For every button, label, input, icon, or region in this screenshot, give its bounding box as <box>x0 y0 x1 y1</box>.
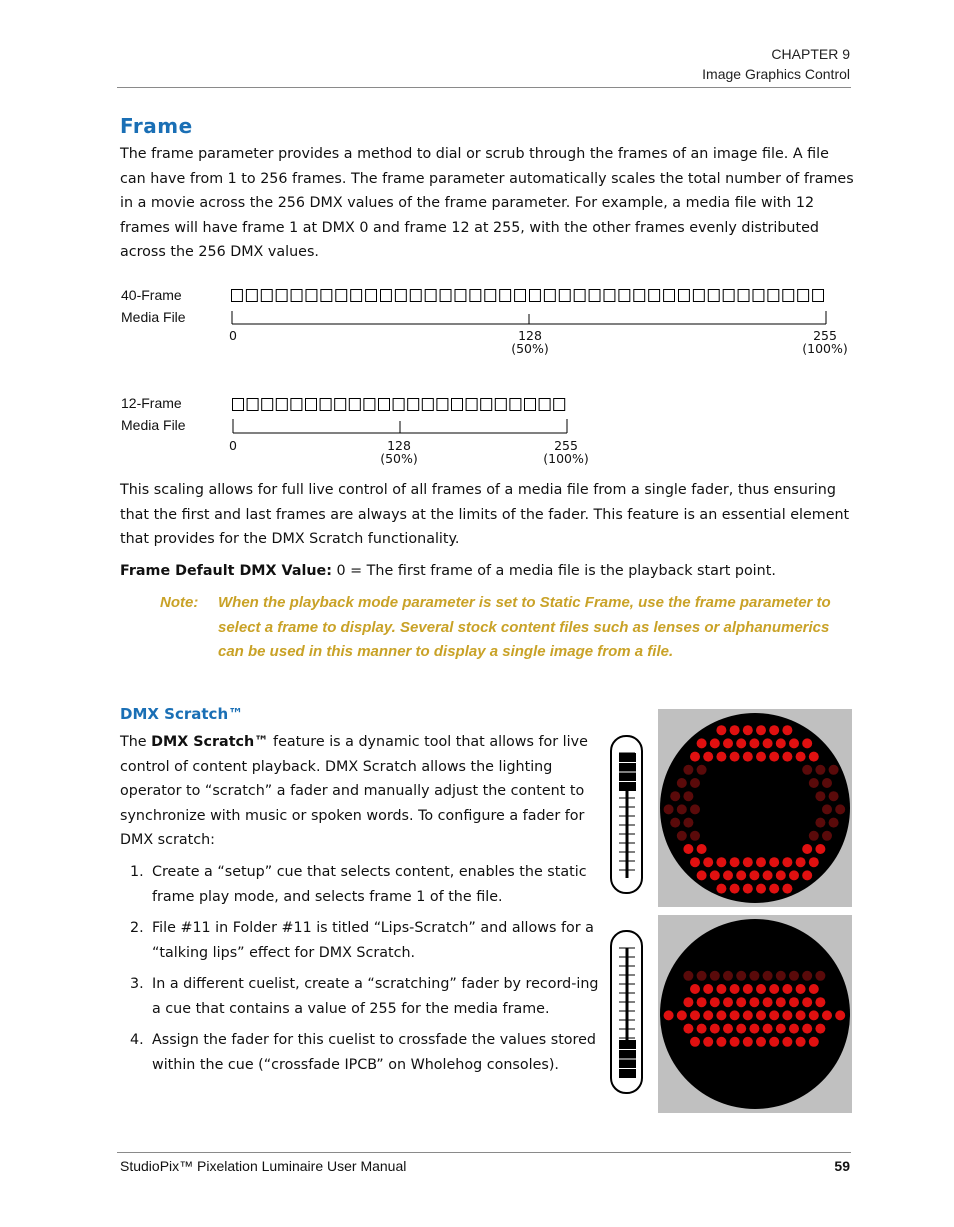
step-text: File #11 in Folder #11 is titled “Lips-Scratch” and allows for a “talking lips” effect for DMX Scratch. <box>152 920 594 961</box>
led-dot <box>730 725 740 735</box>
frame-cell <box>351 290 362 302</box>
led-dot <box>690 778 700 788</box>
frame-cell <box>544 290 555 302</box>
diagram12-tick-0: 0 <box>229 438 237 453</box>
frame-cell <box>768 290 779 302</box>
led-dot <box>716 752 726 762</box>
frame-cell <box>574 290 585 302</box>
led-dot <box>730 1010 740 1020</box>
led-dot <box>743 1037 753 1047</box>
led-dot <box>743 884 753 894</box>
frame-cell <box>291 290 302 302</box>
led-dot <box>776 997 786 1007</box>
frame-cell <box>481 399 492 411</box>
led-dot <box>815 765 825 775</box>
frame-cell <box>525 399 536 411</box>
led-dot <box>723 1024 733 1034</box>
led-dot <box>789 1024 799 1034</box>
frame-cell <box>321 290 332 302</box>
frame-cell <box>291 399 302 411</box>
led-dot <box>822 804 832 814</box>
led-dot <box>809 1010 819 1020</box>
led-dot <box>749 1024 759 1034</box>
led-dot <box>809 1037 819 1047</box>
led-dot <box>796 1037 806 1047</box>
frame-cells-12 <box>233 399 565 411</box>
led-dot <box>802 997 812 1007</box>
note-label: Note: <box>160 594 199 611</box>
led-dot <box>683 765 693 775</box>
led-dot <box>683 1024 693 1034</box>
frame-cell <box>753 290 764 302</box>
frame-cell <box>393 399 404 411</box>
led-dot <box>743 1010 753 1020</box>
led-dot <box>782 984 792 994</box>
footer-page-number: 59 <box>834 1158 850 1174</box>
frame-cell <box>495 399 506 411</box>
frame-cell <box>306 399 317 411</box>
led-dot <box>749 870 759 880</box>
led-dot <box>809 984 819 994</box>
frame-cell <box>364 399 375 411</box>
led-dot <box>716 857 726 867</box>
led-dot <box>789 971 799 981</box>
led-dot <box>736 738 746 748</box>
scaling-paragraph: This scaling allows for full live control of all frames of a media file from a single fader, thus ensuring that the first and last frames are always at the limits of the fader. This feature is an essential element that provides for the DMX Scratch functionality. <box>120 482 850 547</box>
frame-cell <box>723 290 734 302</box>
fader-knob <box>619 1040 636 1078</box>
led-dot <box>756 984 766 994</box>
led-dot <box>730 884 740 894</box>
frame-cell <box>262 399 273 411</box>
led-dot <box>763 738 773 748</box>
led-dot <box>683 818 693 828</box>
led-dot <box>723 738 733 748</box>
frame-cell <box>335 399 346 411</box>
frame-cell <box>233 399 244 411</box>
led-dot <box>782 884 792 894</box>
led-dot <box>769 1037 779 1047</box>
frame-cell <box>410 290 421 302</box>
led-dot <box>789 997 799 1007</box>
led-dot <box>756 857 766 867</box>
led-dot <box>703 1037 713 1047</box>
led-dot <box>756 1037 766 1047</box>
led-dot <box>703 857 713 867</box>
frame-cell <box>559 290 570 302</box>
diagram12-label: 12-Frame Media File <box>121 395 186 433</box>
note-text: When the playback mode parameter is set to Static Frame, use the frame parameter to select a frame to display. Several stock content files such as lenses or alphanumerics can be used in this manner to display a single image from a file. <box>218 594 831 660</box>
frame-cell <box>619 290 630 302</box>
led-dot <box>710 997 720 1007</box>
led-dot <box>802 765 812 775</box>
led-dot <box>716 725 726 735</box>
led-dot <box>822 778 832 788</box>
frame-cell <box>276 399 287 411</box>
led-dot <box>683 971 693 981</box>
led-dot <box>776 870 786 880</box>
led-dot <box>697 1024 707 1034</box>
led-dot <box>789 738 799 748</box>
step-number: 4. <box>130 1032 144 1048</box>
frame-cell <box>422 399 433 411</box>
led-dot <box>769 752 779 762</box>
led-dot <box>802 971 812 981</box>
led-dot <box>690 1037 700 1047</box>
led-dot <box>829 765 839 775</box>
step-number: 3. <box>130 976 144 992</box>
led-dot <box>730 984 740 994</box>
frame-cell <box>470 290 481 302</box>
led-dot <box>697 765 707 775</box>
led-dot <box>736 997 746 1007</box>
step-text: In a different cuelist, create a “scratching” fader by record-ing a cue that contains a value of 255 for the media frame. <box>152 976 599 1017</box>
diagram12-tick-255: 255 (100%) <box>543 438 589 466</box>
frame-cell <box>604 290 615 302</box>
step-text: Assign the fader for this cuelist to crossfade the values stored within the cue (“crossfade IPCB” on Wholehog consoles). <box>152 1032 596 1073</box>
frame-cell <box>649 290 660 302</box>
led-dot <box>710 971 720 981</box>
led-panel-lips-image <box>658 915 852 1113</box>
led-dot <box>763 971 773 981</box>
led-dot <box>796 984 806 994</box>
led-dot <box>782 725 792 735</box>
frame-cell <box>500 290 511 302</box>
frame-cell <box>306 290 317 302</box>
led-dot <box>769 725 779 735</box>
frame-cell <box>437 399 448 411</box>
step-text: Create a “setup” cue that selects content, enables the static frame play mode, and selects frame 1 of the file. <box>152 864 587 905</box>
led-dot <box>756 884 766 894</box>
led-dot <box>815 791 825 801</box>
led-dot <box>664 1010 674 1020</box>
diagram12-tick-128: 128 (50%) <box>380 438 418 466</box>
led-dot <box>730 752 740 762</box>
chapter-title: Image Graphics Control <box>702 66 850 82</box>
led-dot <box>756 725 766 735</box>
led-dot <box>690 857 700 867</box>
led-dot <box>822 831 832 841</box>
frame-cell <box>455 290 466 302</box>
led-dot <box>716 1010 726 1020</box>
step-item <box>120 1028 605 1077</box>
frame-cell <box>589 290 600 302</box>
led-dot <box>815 1024 825 1034</box>
diagram40-tick-128: 128 (50%) <box>511 328 549 356</box>
led-dot <box>749 971 759 981</box>
led-dot <box>697 738 707 748</box>
frame-cell <box>379 399 390 411</box>
led-dot <box>683 997 693 1007</box>
frame-cell <box>539 399 550 411</box>
led-dot <box>782 752 792 762</box>
led-dot <box>697 870 707 880</box>
dmx-intro-paragraph: The DMX Scratch™ feature is a dynamic tool that allows for live control of content playback. DMX Scratch allows the lighting operator to “scratch” a fader and manually adjust the content to synchronize with music or spoken words. To configure a fader for DMX scratch: <box>120 734 588 848</box>
led-dot <box>736 870 746 880</box>
default-text: 0 = The first frame of a media file is the playback start point. <box>331 563 776 579</box>
led-dot <box>796 857 806 867</box>
led-dot <box>789 870 799 880</box>
frame-cell <box>679 290 690 302</box>
led-dot <box>730 1037 740 1047</box>
diagram40-tick-255: 255 (100%) <box>802 328 848 356</box>
fader-knob <box>619 753 636 791</box>
footer-rule <box>117 1152 851 1153</box>
led-dot <box>683 844 693 854</box>
led-dot <box>723 971 733 981</box>
led-dot <box>809 857 819 867</box>
frame-cell <box>664 290 675 302</box>
led-dot <box>716 1037 726 1047</box>
led-dot <box>716 884 726 894</box>
diagram40-tick-0: 0 <box>229 328 237 343</box>
led-dot <box>730 857 740 867</box>
led-dot <box>815 997 825 1007</box>
frame-cell <box>485 290 496 302</box>
led-dot <box>670 791 680 801</box>
led-dot <box>756 1010 766 1020</box>
led-dot <box>815 971 825 981</box>
frame-cell <box>276 290 287 302</box>
frame-cell <box>247 399 258 411</box>
step-item <box>120 860 605 909</box>
frame-cell <box>466 399 477 411</box>
led-dot <box>697 971 707 981</box>
led-dot <box>776 971 786 981</box>
step-number: 1. <box>130 864 144 880</box>
frame-cell <box>708 290 719 302</box>
led-dot <box>756 752 766 762</box>
frame-cell <box>798 290 809 302</box>
led-dot <box>782 1037 792 1047</box>
step-item <box>120 972 605 1021</box>
led-dot <box>809 831 819 841</box>
led-dot <box>749 738 759 748</box>
note-box <box>160 591 840 665</box>
frame-cell <box>395 290 406 302</box>
frame-cell <box>634 290 645 302</box>
led-dot <box>743 725 753 735</box>
led-dot <box>809 752 819 762</box>
led-dot <box>723 997 733 1007</box>
led-dot <box>670 818 680 828</box>
diagram40-label: 40-Frame Media File <box>121 287 186 325</box>
frame-cell <box>813 290 824 302</box>
led-dot <box>683 791 693 801</box>
led-dot <box>710 1024 720 1034</box>
step-item <box>120 916 605 965</box>
led-dot <box>743 984 753 994</box>
led-dot <box>743 857 753 867</box>
led-dot <box>796 752 806 762</box>
frame-default-value <box>120 559 855 584</box>
led-dot <box>763 1024 773 1034</box>
led-dot <box>776 738 786 748</box>
led-dot <box>802 844 812 854</box>
led-dot <box>677 831 687 841</box>
led-dot <box>822 1010 832 1020</box>
frame-cells-40 <box>232 290 824 302</box>
frame-cell <box>366 290 377 302</box>
led-dot <box>703 1010 713 1020</box>
frame-cell <box>381 290 392 302</box>
led-dot <box>763 997 773 1007</box>
frame-cell <box>336 290 347 302</box>
default-label: Frame Default DMX Value: <box>120 563 332 579</box>
step-number: 2. <box>130 920 144 936</box>
led-panel-ring-image <box>658 709 852 907</box>
led-dot <box>769 857 779 867</box>
led-dot <box>703 752 713 762</box>
led-dot <box>749 997 759 1007</box>
frame-cell <box>425 290 436 302</box>
frame-cell <box>510 399 521 411</box>
led-dot <box>703 984 713 994</box>
led-dot <box>796 1010 806 1020</box>
led-dot <box>710 870 720 880</box>
led-dot <box>664 804 674 814</box>
frame-cell <box>320 399 331 411</box>
led-dot <box>802 870 812 880</box>
led-dot <box>835 1010 845 1020</box>
frame-cell <box>554 399 565 411</box>
frame-cell <box>783 290 794 302</box>
frame-cell <box>515 290 526 302</box>
led-dot <box>815 818 825 828</box>
led-dot <box>802 1024 812 1034</box>
led-dot <box>769 884 779 894</box>
led-dot <box>829 791 839 801</box>
frame-cell <box>408 399 419 411</box>
frame-cell <box>738 290 749 302</box>
led-dot <box>690 984 700 994</box>
fader-bottom <box>608 928 648 1098</box>
led-dot <box>835 804 845 814</box>
led-dot <box>776 1024 786 1034</box>
led-dot <box>690 831 700 841</box>
frame-cell <box>693 290 704 302</box>
led-dot <box>763 870 773 880</box>
led-dot <box>809 778 819 788</box>
led-dot <box>677 778 687 788</box>
frame-cell <box>246 290 257 302</box>
footer-manual-title: StudioPix™ Pixelation Luminaire User Manual <box>120 1158 407 1174</box>
led-dot <box>769 984 779 994</box>
led-dot <box>716 984 726 994</box>
led-dot <box>710 738 720 748</box>
led-dot <box>815 844 825 854</box>
frame-cell <box>440 290 451 302</box>
led-dot <box>829 818 839 828</box>
led-dot <box>736 971 746 981</box>
led-dot <box>697 997 707 1007</box>
frame-cell <box>530 290 541 302</box>
led-dot <box>723 870 733 880</box>
fader-top <box>608 733 648 898</box>
steps-list <box>120 860 605 1084</box>
section-heading-dmx-scratch: DMX Scratch™ <box>120 705 244 723</box>
led-dot <box>769 1010 779 1020</box>
led-dot <box>736 1024 746 1034</box>
led-dot <box>743 752 753 762</box>
led-dot <box>782 857 792 867</box>
led-dot <box>690 752 700 762</box>
frame-cell <box>349 399 360 411</box>
frame-cell <box>232 290 243 302</box>
led-dot <box>677 804 687 814</box>
led-dot <box>802 738 812 748</box>
led-dot <box>697 844 707 854</box>
led-dot <box>690 804 700 814</box>
led-dot <box>782 1010 792 1020</box>
led-dot <box>690 1010 700 1020</box>
led-dot <box>677 1010 687 1020</box>
frame-intro-paragraph: The frame parameter provides a method to dial or scrub through the frames of an image file. A file can have from 1 to 256 frames. The frame parameter automatically scales the total number of frames in a movie across the 256 DMX values of the frame parameter. For example, a media file with 12 frames will have frame 1 at DMX 0 and frame 12 at 255, with the other frames evenly distributed across the 256 DMX values. <box>120 146 854 260</box>
chapter-number: CHAPTER 9 <box>771 46 850 62</box>
header-rule <box>117 87 851 88</box>
section-heading-frame: Frame <box>120 114 193 138</box>
frame-cell <box>452 399 463 411</box>
frame-cell <box>261 290 272 302</box>
